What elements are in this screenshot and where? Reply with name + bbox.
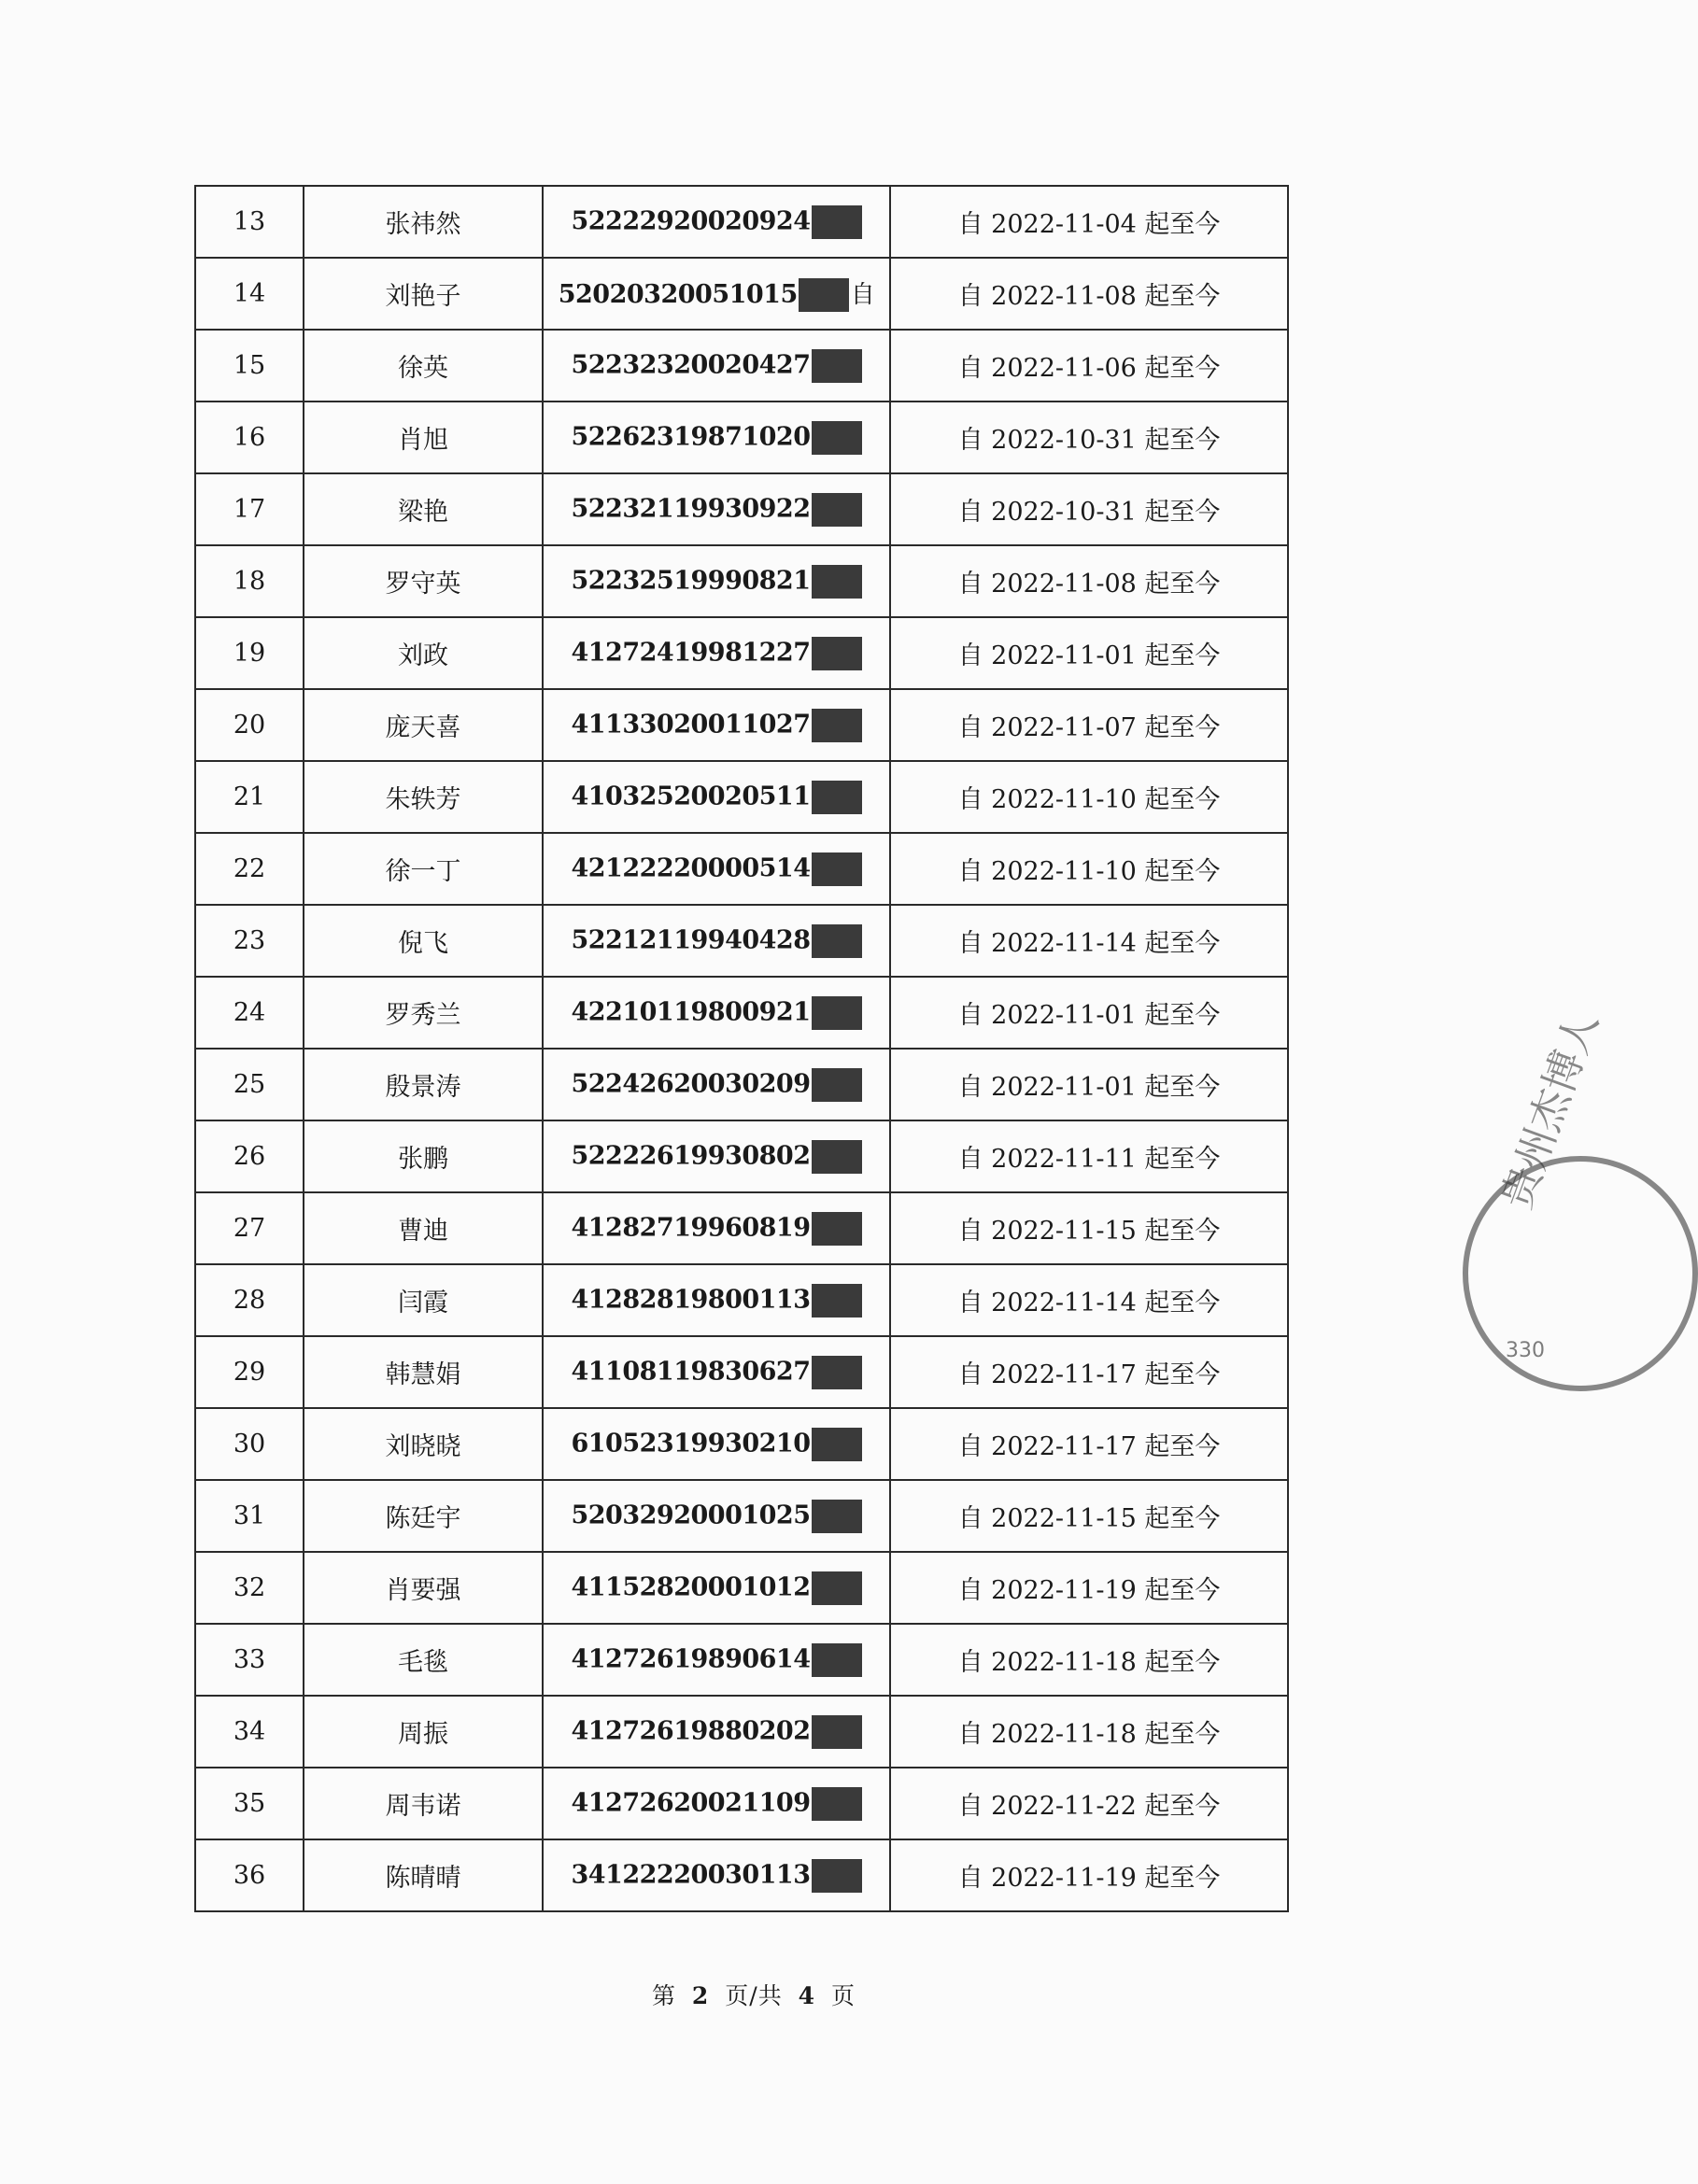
redaction-block	[812, 1068, 862, 1102]
employee-name: 罗守英	[304, 545, 543, 617]
redaction-block	[812, 996, 862, 1030]
roster-table	[194, 185, 1289, 1912]
redaction-block	[812, 1140, 862, 1174]
employee-name: 周韦诺	[304, 1768, 543, 1839]
row-number: 21	[195, 761, 304, 833]
insurance-period: 自 2022-11-15 起至今	[890, 1480, 1288, 1552]
id-number-cell	[543, 977, 890, 1049]
id-number: 41032520020511	[571, 782, 811, 810]
table-row	[195, 1839, 1288, 1911]
id-number-cell	[543, 1192, 890, 1264]
row-number: 25	[195, 1049, 304, 1120]
table-row	[195, 1336, 1288, 1408]
redaction-block	[812, 349, 862, 383]
row-number: 17	[195, 473, 304, 545]
id-number: 52212119940428	[571, 925, 811, 954]
footer-prefix: 第	[651, 1982, 676, 2009]
row-number: 34	[195, 1696, 304, 1768]
employee-name: 闫霞	[304, 1264, 543, 1336]
table-row	[195, 1696, 1288, 1768]
redaction-block	[812, 924, 862, 958]
employee-name: 陈廷宇	[304, 1480, 543, 1552]
row-number: 22	[195, 833, 304, 905]
id-number-cell	[543, 689, 890, 761]
table-row	[195, 833, 1288, 905]
row-number: 23	[195, 905, 304, 977]
row-number: 24	[195, 977, 304, 1049]
id-number: 41272619880202	[571, 1716, 811, 1745]
employee-name: 韩慧娟	[304, 1336, 543, 1408]
id-number: 52222619930802	[571, 1141, 811, 1170]
employee-name: 徐英	[304, 330, 543, 402]
id-number-cell	[543, 905, 890, 977]
id-number: 41272419981227	[571, 638, 811, 667]
row-number: 16	[195, 402, 304, 473]
row-number: 30	[195, 1408, 304, 1480]
row-number: 32	[195, 1552, 304, 1624]
id-number-cell	[543, 186, 890, 258]
id-number: 34122220030113	[571, 1860, 811, 1889]
redaction-block	[812, 1284, 862, 1317]
employee-name: 肖要强	[304, 1552, 543, 1624]
id-number-cell	[543, 1049, 890, 1120]
row-number: 14	[195, 258, 304, 330]
redaction-block	[812, 1212, 862, 1246]
company-seal-stamp	[1463, 1006, 1698, 1391]
table-row	[195, 761, 1288, 833]
insurance-period: 自 2022-11-08 起至今	[890, 545, 1288, 617]
row-number: 35	[195, 1768, 304, 1839]
insurance-period: 自 2022-10-31 起至今	[890, 473, 1288, 545]
insurance-period: 自 2022-11-01 起至今	[890, 617, 1288, 689]
insurance-period: 自 2022-11-10 起至今	[890, 833, 1288, 905]
row-number: 20	[195, 689, 304, 761]
redaction-block	[812, 1500, 862, 1533]
id-number-cell	[543, 1696, 890, 1768]
id-number-cell	[543, 1768, 890, 1839]
redaction-block	[812, 205, 862, 239]
insurance-period: 自 2022-11-07 起至今	[890, 689, 1288, 761]
insurance-period: 自 2022-11-22 起至今	[890, 1768, 1288, 1839]
id-number-cell	[543, 1839, 890, 1911]
id-number: 52262319871020	[571, 422, 811, 451]
redaction-block	[812, 1859, 862, 1893]
id-number-cell	[543, 833, 890, 905]
id-number-cell	[543, 330, 890, 402]
id-number-cell	[543, 1408, 890, 1480]
employee-name: 梁艳	[304, 473, 543, 545]
table-row	[195, 402, 1288, 473]
table-row	[195, 473, 1288, 545]
redaction-block	[812, 637, 862, 670]
id-number: 41152820001012	[571, 1572, 811, 1601]
employee-name: 庞天喜	[304, 689, 543, 761]
id-number-cell	[543, 1624, 890, 1696]
redaction-block	[812, 493, 862, 527]
id-number: 41282719960819	[571, 1213, 811, 1242]
footer-middle: 页/共	[725, 1982, 783, 2009]
id-number: 52232519990821	[571, 566, 811, 595]
id-number-cell	[543, 1336, 890, 1408]
insurance-period: 自 2022-11-14 起至今	[890, 905, 1288, 977]
table-row	[195, 186, 1288, 258]
row-number: 19	[195, 617, 304, 689]
redaction-block	[812, 709, 862, 742]
redaction-block	[812, 1643, 862, 1677]
seal-text: 贵州杰博人	[1493, 1006, 1608, 1216]
insurance-period: 自 2022-11-18 起至今	[890, 1624, 1288, 1696]
row-number: 18	[195, 545, 304, 617]
row-number: 27	[195, 1192, 304, 1264]
footer-total-pages: 4	[798, 1982, 816, 2009]
insurance-period: 自 2022-11-15 起至今	[890, 1192, 1288, 1264]
table-row	[195, 617, 1288, 689]
id-number: 41272619890614	[571, 1644, 811, 1673]
table-row	[195, 545, 1288, 617]
row-number: 28	[195, 1264, 304, 1336]
id-number-cell	[543, 402, 890, 473]
redaction-block	[812, 1715, 862, 1749]
id-number: 41133020011027	[571, 710, 811, 739]
insurance-period: 自 2022-11-17 起至今	[890, 1336, 1288, 1408]
insurance-period: 自 2022-11-11 起至今	[890, 1120, 1288, 1192]
employee-name: 周振	[304, 1696, 543, 1768]
id-number-cell	[543, 258, 890, 330]
employee-name: 刘艳子	[304, 258, 543, 330]
footer-suffix: 页	[831, 1982, 856, 2009]
employee-name: 肖旭	[304, 402, 543, 473]
employee-name: 张鹏	[304, 1120, 543, 1192]
row-number: 33	[195, 1624, 304, 1696]
row-number: 13	[195, 186, 304, 258]
employee-name: 倪飞	[304, 905, 543, 977]
id-number-cell	[543, 761, 890, 833]
row-number: 29	[195, 1336, 304, 1408]
redaction-block	[812, 1787, 862, 1821]
id-number-cell	[543, 1120, 890, 1192]
table-row	[195, 1192, 1288, 1264]
table-row	[195, 905, 1288, 977]
employee-name: 张祎然	[304, 186, 543, 258]
table-row	[195, 330, 1288, 402]
insurance-period: 自 2022-10-31 起至今	[890, 402, 1288, 473]
id-number: 41282819800113	[571, 1285, 811, 1314]
insurance-period: 自 2022-11-10 起至今	[890, 761, 1288, 833]
id-number-cell	[543, 545, 890, 617]
redaction-block	[812, 852, 862, 886]
insurance-period: 自 2022-11-04 起至今	[890, 186, 1288, 258]
seal-number: 330	[1506, 1339, 1545, 1362]
table-row	[195, 1049, 1288, 1120]
row-number: 31	[195, 1480, 304, 1552]
id-number: 42122220000514	[571, 853, 811, 882]
row-number: 36	[195, 1839, 304, 1911]
insurance-period: 自 2022-11-14 起至今	[890, 1264, 1288, 1336]
id-number: 52232119930922	[571, 494, 811, 523]
id-number: 61052319930210	[571, 1429, 811, 1458]
row-number: 26	[195, 1120, 304, 1192]
id-number-cell	[543, 473, 890, 545]
id-number-cell	[543, 1480, 890, 1552]
row-number: 15	[195, 330, 304, 402]
employee-name: 罗秀兰	[304, 977, 543, 1049]
id-number-cell	[543, 1552, 890, 1624]
id-number: 41108119830627	[571, 1357, 811, 1386]
id-number-cell	[543, 1264, 890, 1336]
id-number: 52222920020924	[571, 206, 811, 235]
footer-page-number: 2	[691, 1982, 710, 2009]
table-row	[195, 1480, 1288, 1552]
insurance-period: 自 2022-11-01 起至今	[890, 1049, 1288, 1120]
table-row	[195, 1264, 1288, 1336]
id-number: 41272620021109	[571, 1788, 811, 1817]
employee-name: 朱轶芳	[304, 761, 543, 833]
id-number: 52242620030209	[571, 1069, 811, 1098]
id-number: 52020320051015	[558, 279, 798, 309]
employee-name: 殷景涛	[304, 1049, 543, 1120]
redaction-block	[812, 781, 862, 814]
table-row	[195, 258, 1288, 330]
employee-name: 徐一丁	[304, 833, 543, 905]
id-number: 42210119800921	[571, 997, 811, 1026]
table-row	[195, 977, 1288, 1049]
id-suffix-text: 自	[850, 280, 875, 309]
table-row	[195, 689, 1288, 761]
employee-name: 陈晴晴	[304, 1839, 543, 1911]
redaction-block	[812, 1356, 862, 1389]
table-row	[195, 1120, 1288, 1192]
redaction-block	[812, 1428, 862, 1461]
id-number-cell	[543, 617, 890, 689]
insurance-period: 自 2022-11-01 起至今	[890, 977, 1288, 1049]
table-row	[195, 1552, 1288, 1624]
employee-name: 刘晓晓	[304, 1408, 543, 1480]
table-row	[195, 1408, 1288, 1480]
redaction-block	[812, 1571, 862, 1605]
redaction-block	[812, 421, 862, 455]
page-footer	[0, 1978, 1507, 2011]
insurance-period: 自 2022-11-17 起至今	[890, 1408, 1288, 1480]
employee-name: 曹迪	[304, 1192, 543, 1264]
roster-body	[195, 186, 1288, 1911]
table-row	[195, 1768, 1288, 1839]
id-number: 52032920001025	[571, 1501, 811, 1529]
table-row	[195, 1624, 1288, 1696]
insurance-period: 自 2022-11-19 起至今	[890, 1839, 1288, 1911]
insurance-period: 自 2022-11-08 起至今	[890, 258, 1288, 330]
employee-name: 刘政	[304, 617, 543, 689]
employee-name: 毛毯	[304, 1624, 543, 1696]
redaction-block	[812, 565, 862, 599]
redaction-block	[799, 278, 849, 312]
insurance-period: 自 2022-11-18 起至今	[890, 1696, 1288, 1768]
insurance-period: 自 2022-11-19 起至今	[890, 1552, 1288, 1624]
id-number: 52232320020427	[571, 350, 811, 379]
insurance-period: 自 2022-11-06 起至今	[890, 330, 1288, 402]
